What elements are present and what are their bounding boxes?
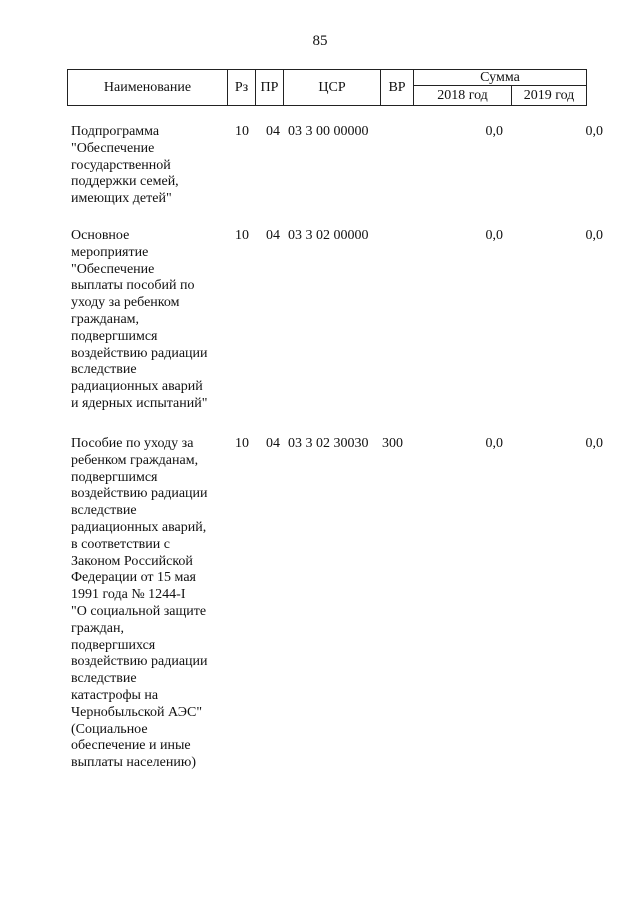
row-sum-2019: 0,0 [585,436,603,451]
row-pr: 04 [266,436,280,451]
header-csr: ЦСР [284,70,381,105]
table-header [67,69,587,106]
header-year-2019: 2019 год [523,87,575,103]
row-sum-2019: 0,0 [585,124,603,139]
row-sum-2019: 0,0 [585,228,603,243]
header-pr: ПР [256,70,284,105]
row-csr: 03 3 02 30030 [288,436,369,451]
header-rz: Рз [228,70,256,105]
row-sum-2018: 0,0 [485,124,503,139]
row-rz: 10 [235,124,249,139]
page-number: 85 [312,33,328,49]
row-csr: 03 3 00 00000 [288,124,369,139]
header-name: Наименование [68,70,228,105]
header-vr: ВР [381,70,414,105]
header-year-2018: 2018 год [414,86,512,105]
row-sum-2018: 0,0 [485,436,503,451]
header-sum: Сумма [414,70,586,86]
row-name: Основное мероприятие "Обеспечение выплаты пособий по уходу за ребенком гражданам, подвергшимся воздействию радиации вследствие радиационных аварий и ядерных испытаний" [71,228,208,411]
row-sum-2018: 0,0 [485,228,503,243]
row-rz: 10 [235,436,249,451]
row-pr: 04 [266,124,280,139]
row-csr: 03 3 02 00000 [288,228,369,243]
header-sum-group [414,70,586,105]
row-pr: 04 [266,228,280,243]
row-name: Подпрограмма "Обеспечение государственной поддержки семей, имеющих детей" [71,124,179,207]
row-rz: 10 [235,228,249,243]
row-name: Пособие по уходу за ребенком гражданам, подвергшимся воздействию радиации вследствие радиационных аварий, в соответствии с Законом Российской Федерации от 15 мая 1991 года № 1244-I "О социальной защите граждан, подвергшихся воздействию радиации вследствие катастрофы на Чернобыльской АЭС" (Социальное обеспечение и иные выплаты населению) [71,436,208,771]
row-vr: 300 [382,436,403,451]
